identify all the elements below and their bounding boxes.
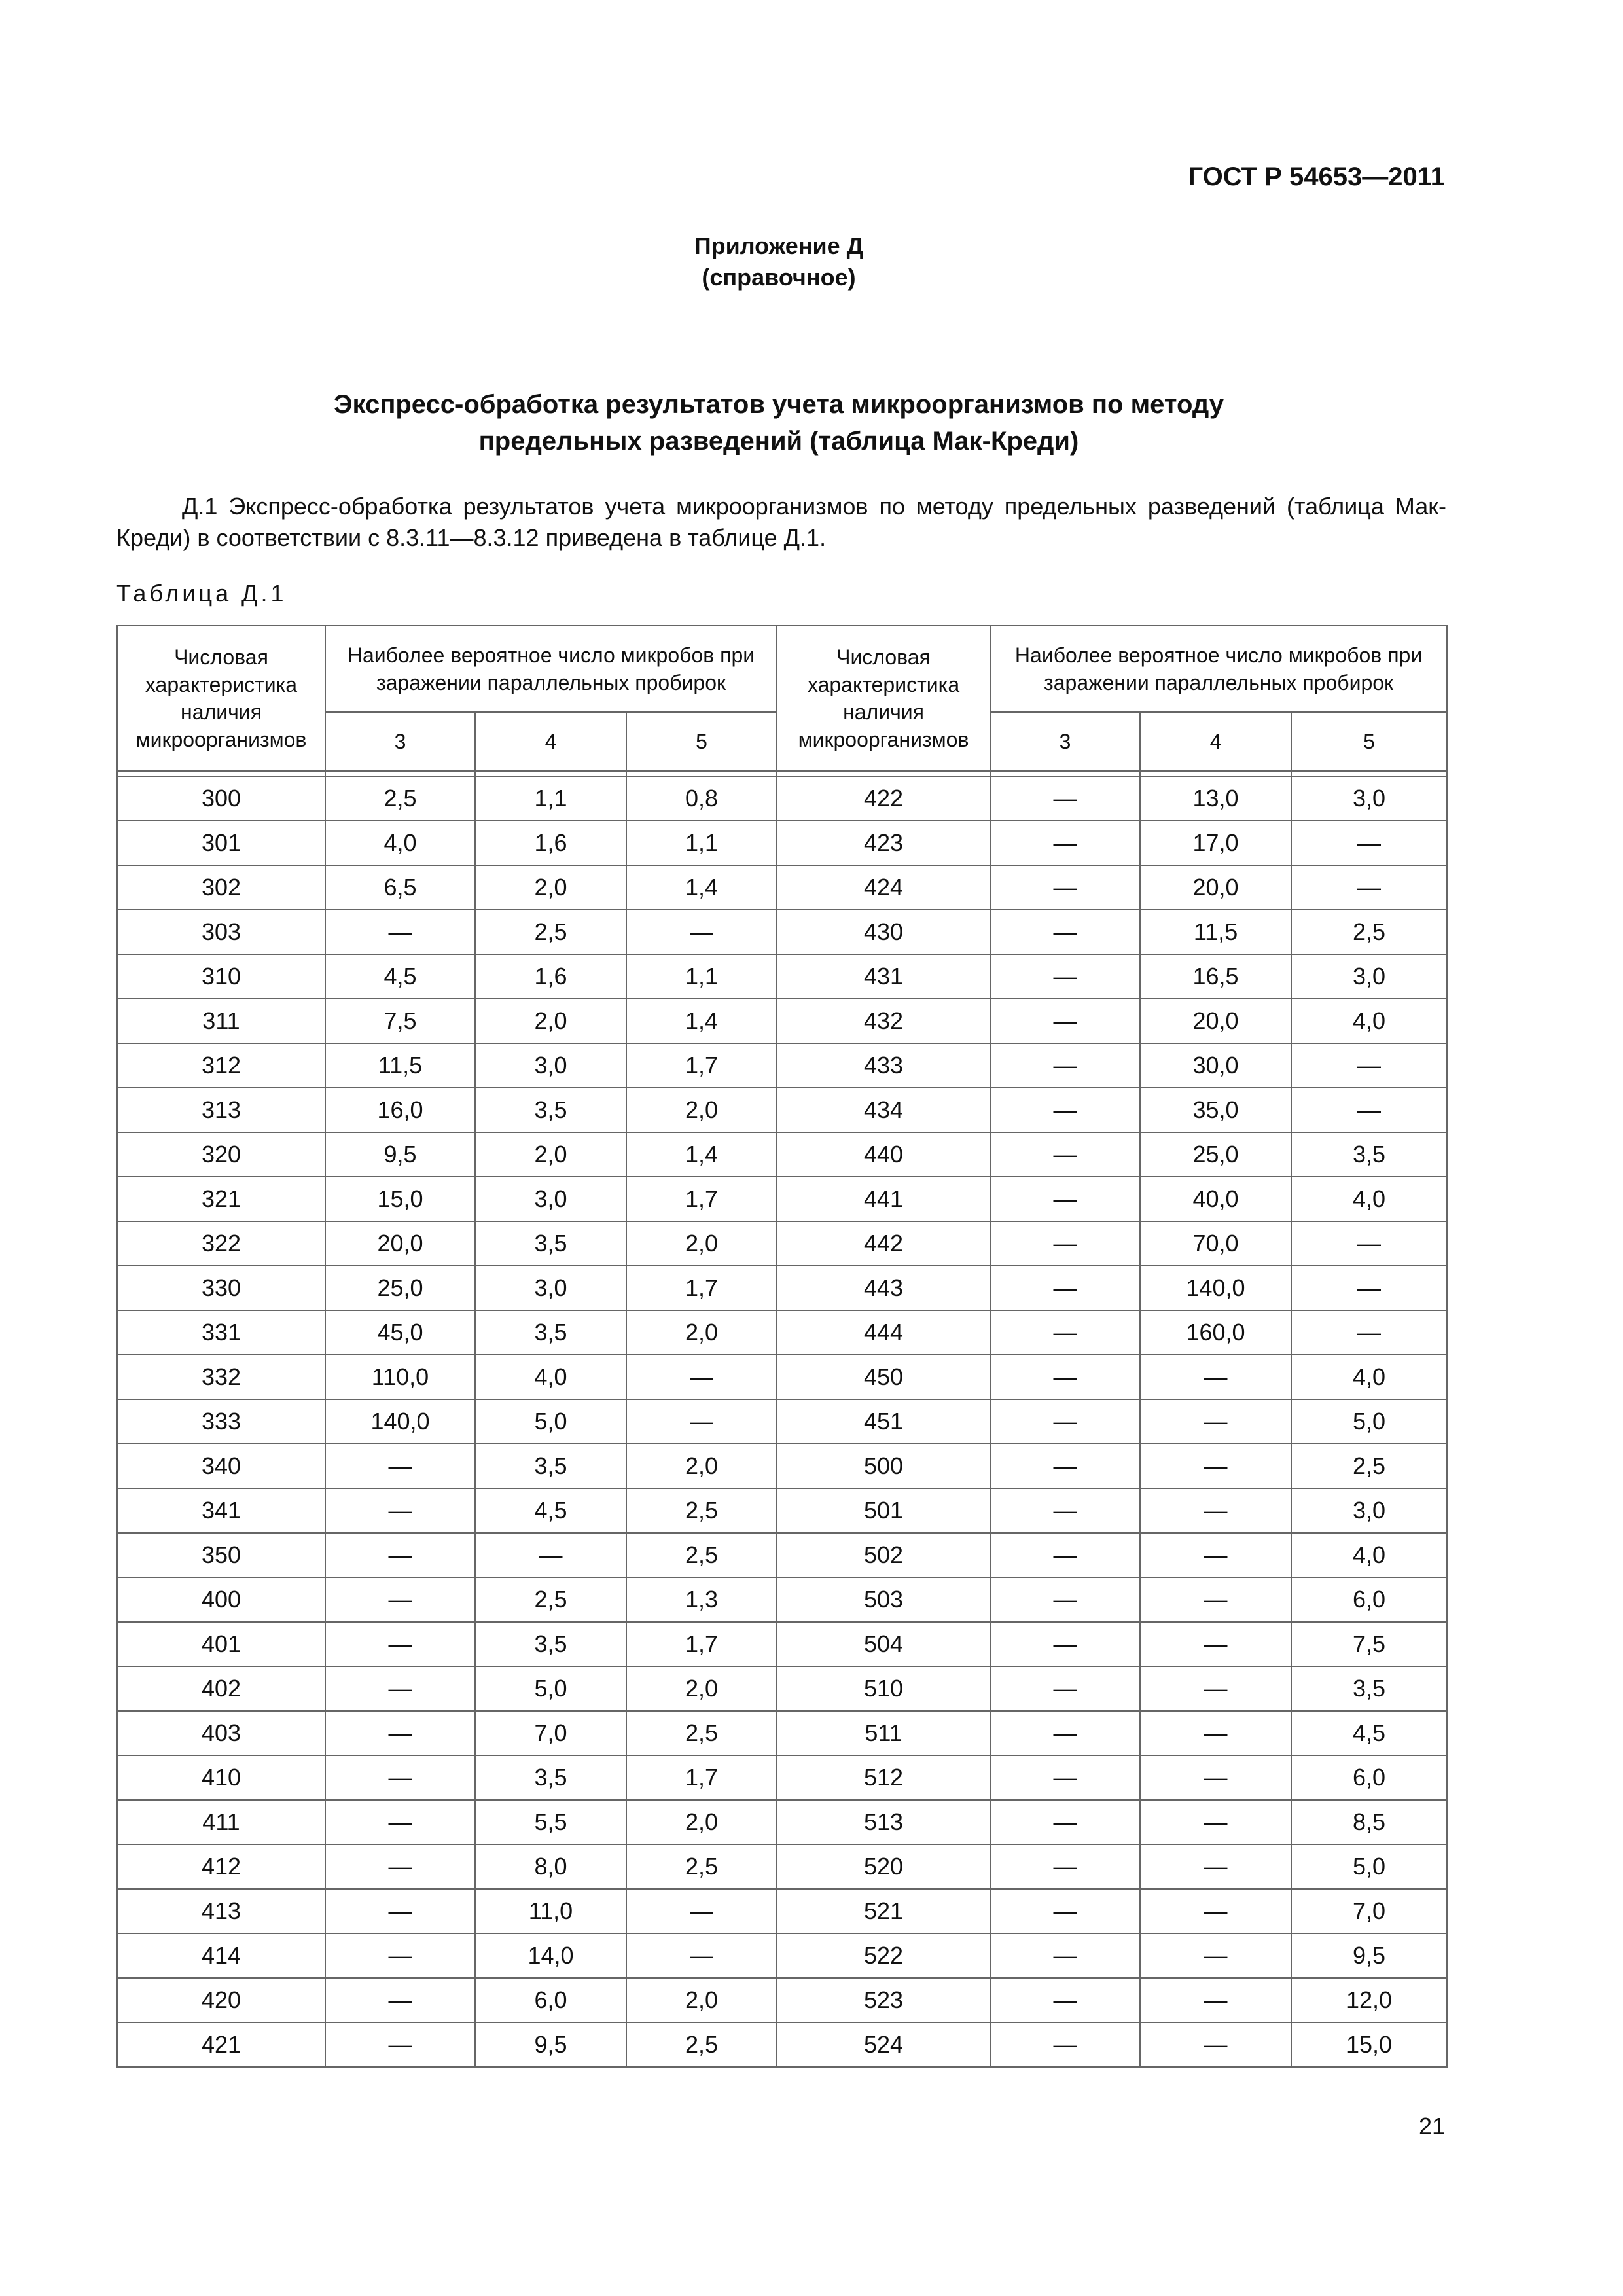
header-probable-number-left: Наиболее вероятное число микробов при заражении параллельных пробирок (325, 626, 777, 712)
cell-tubes-5-left: 2,5 (626, 1844, 777, 1889)
cell-tubes-3-right: — (990, 910, 1140, 954)
header-tubes-3-left: 3 (325, 712, 475, 771)
cell-tubes-5-right: — (1291, 1310, 1447, 1355)
cell-tubes-5-left: 1,1 (626, 954, 777, 999)
cell-tubes-4-right: 20,0 (1140, 865, 1291, 910)
cell-tubes-5-right: — (1291, 821, 1447, 865)
cell-tubes-3-right: — (990, 1711, 1140, 1755)
cell-tubes-4-right: — (1140, 1800, 1291, 1844)
cell-tubes-5-left: — (626, 1399, 777, 1444)
cell-code-right: 512 (777, 1755, 990, 1800)
cell-tubes-4-left: 3,5 (475, 1444, 626, 1488)
cell-code-right: 522 (777, 1933, 990, 1978)
cell-code-right: 423 (777, 821, 990, 865)
cell-tubes-3-right: — (990, 1310, 1140, 1355)
table-row (117, 1355, 1447, 1399)
cell-tubes-4-right: 35,0 (1140, 1088, 1291, 1132)
cell-tubes-4-right: — (1140, 1355, 1291, 1399)
cell-code-left: 303 (117, 910, 325, 954)
cell-tubes-3-right: — (990, 1844, 1140, 1889)
cell-tubes-5-right: 3,5 (1291, 1666, 1447, 1711)
cell-tubes-5-left: 0,8 (626, 776, 777, 821)
cell-tubes-4-left: 2,0 (475, 1132, 626, 1177)
cell-tubes-4-left: 6,0 (475, 1978, 626, 2022)
cell-tubes-4-left: 5,0 (475, 1399, 626, 1444)
cell-code-right: 441 (777, 1177, 990, 1221)
cell-tubes-3-right: — (990, 1355, 1140, 1399)
cell-code-left: 414 (117, 1933, 325, 1978)
cell-tubes-4-left: 5,5 (475, 1800, 626, 1844)
cell-tubes-4-right: 17,0 (1140, 821, 1291, 865)
cell-tubes-4-left: 3,0 (475, 1177, 626, 1221)
cell-code-left: 402 (117, 1666, 325, 1711)
cell-tubes-5-right: — (1291, 1088, 1447, 1132)
cell-tubes-3-left: — (325, 1666, 475, 1711)
cell-code-left: 401 (117, 1622, 325, 1666)
cell-tubes-3-left: 6,5 (325, 865, 475, 910)
cell-code-right: 500 (777, 1444, 990, 1488)
table-row (117, 1043, 1447, 1088)
cell-tubes-5-left: 2,0 (626, 1310, 777, 1355)
cell-tubes-4-left: 3,5 (475, 1310, 626, 1355)
cell-tubes-4-right: — (1140, 1711, 1291, 1755)
cell-tubes-4-right: — (1140, 1577, 1291, 1622)
cell-code-right: 521 (777, 1889, 990, 1933)
cell-tubes-3-left: 110,0 (325, 1355, 475, 1399)
table-header (117, 626, 1447, 771)
cell-tubes-4-right: 20,0 (1140, 999, 1291, 1043)
cell-code-right: 501 (777, 1488, 990, 1533)
cell-tubes-3-left: 140,0 (325, 1399, 475, 1444)
cell-tubes-3-right: — (990, 1666, 1140, 1711)
cell-tubes-3-left: — (325, 1978, 475, 2022)
cell-tubes-5-right: 3,5 (1291, 1132, 1447, 1177)
cell-tubes-5-right: 4,0 (1291, 1177, 1447, 1221)
table-row (117, 1711, 1447, 1755)
cell-code-right: 451 (777, 1399, 990, 1444)
cell-code-left: 350 (117, 1533, 325, 1577)
cell-tubes-5-right: 2,5 (1291, 910, 1447, 954)
cell-tubes-5-left: 2,0 (626, 1666, 777, 1711)
cell-tubes-3-right: — (990, 1755, 1140, 1800)
cell-tubes-4-left: 7,0 (475, 1711, 626, 1755)
cell-tubes-3-right: — (990, 1088, 1140, 1132)
header-separator (117, 771, 1447, 776)
cell-tubes-3-left: 2,5 (325, 776, 475, 821)
cell-code-right: 430 (777, 910, 990, 954)
table-row (117, 1221, 1447, 1266)
cell-code-left: 333 (117, 1399, 325, 1444)
cell-tubes-4-left: 2,0 (475, 865, 626, 910)
table-caption: Таблица Д.1 (116, 580, 287, 607)
cell-tubes-3-left: — (325, 910, 475, 954)
cell-tubes-3-right: — (990, 1488, 1140, 1533)
cell-tubes-5-right: 4,0 (1291, 999, 1447, 1043)
cell-tubes-3-right: — (990, 1933, 1140, 1978)
cell-tubes-4-left: 14,0 (475, 1933, 626, 1978)
cell-code-left: 420 (117, 1978, 325, 2022)
cell-tubes-3-left: — (325, 1444, 475, 1488)
cell-tubes-5-left: — (626, 1889, 777, 1933)
cell-tubes-3-right: — (990, 1577, 1140, 1622)
table-row (117, 776, 1447, 821)
cell-tubes-5-left: 1,1 (626, 821, 777, 865)
cell-code-left: 320 (117, 1132, 325, 1177)
cell-tubes-3-left: 4,5 (325, 954, 475, 999)
cell-tubes-4-left: 3,5 (475, 1088, 626, 1132)
cell-tubes-5-right: 3,0 (1291, 954, 1447, 999)
table-row (117, 1800, 1447, 1844)
table-row (117, 1755, 1447, 1800)
cell-tubes-3-right: — (990, 1889, 1140, 1933)
cell-tubes-3-right: — (990, 1132, 1140, 1177)
cell-tubes-4-left: 11,0 (475, 1889, 626, 1933)
cell-code-right: 442 (777, 1221, 990, 1266)
cell-tubes-5-left: 1,4 (626, 865, 777, 910)
cell-tubes-5-right: 7,0 (1291, 1889, 1447, 1933)
cell-tubes-5-right: — (1291, 1266, 1447, 1310)
cell-tubes-5-right: 6,0 (1291, 1577, 1447, 1622)
table-row (117, 1488, 1447, 1533)
cell-tubes-3-left: — (325, 1711, 475, 1755)
cell-code-left: 332 (117, 1355, 325, 1399)
cell-code-right: 504 (777, 1622, 990, 1666)
cell-tubes-4-right: 30,0 (1140, 1043, 1291, 1088)
cell-tubes-4-right: — (1140, 1444, 1291, 1488)
cell-tubes-3-right: — (990, 1177, 1140, 1221)
cell-tubes-5-left: 1,7 (626, 1755, 777, 1800)
annex-heading (0, 230, 1558, 293)
cell-tubes-3-right: — (990, 1622, 1140, 1666)
table-row (117, 1889, 1447, 1933)
cell-tubes-5-left: 1,4 (626, 1132, 777, 1177)
cell-tubes-4-left: 4,0 (475, 1355, 626, 1399)
cell-tubes-4-left: 4,5 (475, 1488, 626, 1533)
cell-code-left: 412 (117, 1844, 325, 1889)
cell-tubes-5-left: 2,0 (626, 1978, 777, 2022)
cell-code-left: 321 (117, 1177, 325, 1221)
cell-tubes-5-right: 12,0 (1291, 1978, 1447, 2022)
cell-tubes-3-left: — (325, 2022, 475, 2067)
cell-tubes-5-right: 5,0 (1291, 1399, 1447, 1444)
cell-tubes-3-left: — (325, 1755, 475, 1800)
cell-tubes-3-right: — (990, 1533, 1140, 1577)
cell-tubes-5-left: 2,5 (626, 2022, 777, 2067)
cell-code-right: 440 (777, 1132, 990, 1177)
cell-tubes-3-left: 15,0 (325, 1177, 475, 1221)
table-row (117, 1577, 1447, 1622)
cell-tubes-4-right: — (1140, 1399, 1291, 1444)
table-row (117, 1622, 1447, 1666)
cell-code-left: 340 (117, 1444, 325, 1488)
cell-tubes-5-right: 7,5 (1291, 1622, 1447, 1666)
table-row (117, 954, 1447, 999)
cell-tubes-4-right: — (1140, 1622, 1291, 1666)
header-characteristic-left: Числовая характеристика наличия микроорганизмов (117, 626, 325, 771)
header-tubes-5-right: 5 (1291, 712, 1447, 771)
cell-code-right: 510 (777, 1666, 990, 1711)
cell-tubes-4-left: 8,0 (475, 1844, 626, 1889)
cell-tubes-4-right: — (1140, 1978, 1291, 2022)
section-title (0, 386, 1558, 459)
table-row (117, 1088, 1447, 1132)
cell-tubes-5-left: — (626, 910, 777, 954)
cell-tubes-4-left: 1,6 (475, 954, 626, 999)
body-paragraph-text: Д.1 Экспресс-обработка результатов учета микроорганизмов по методу предельных разведений (таблица Мак-Креди) в соответствии с 8.3.11—8.3.12 приведена в таблице Д.1. (116, 493, 1446, 551)
cell-tubes-5-right: 5,0 (1291, 1844, 1447, 1889)
cell-tubes-5-left: 2,0 (626, 1088, 777, 1132)
cell-code-left: 331 (117, 1310, 325, 1355)
cell-tubes-3-right: — (990, 999, 1140, 1043)
cell-code-left: 312 (117, 1043, 325, 1088)
cell-tubes-3-left: — (325, 1889, 475, 1933)
cell-tubes-4-right: — (1140, 2022, 1291, 2067)
table-row (117, 1844, 1447, 1889)
cell-tubes-5-left: 1,7 (626, 1177, 777, 1221)
table-row (117, 1399, 1447, 1444)
cell-tubes-5-left: 2,0 (626, 1221, 777, 1266)
cell-code-right: 444 (777, 1310, 990, 1355)
cell-tubes-3-left: — (325, 1577, 475, 1622)
cell-tubes-5-right: 6,0 (1291, 1755, 1447, 1800)
cell-tubes-5-left: 2,0 (626, 1444, 777, 1488)
cell-tubes-4-left: 1,1 (475, 776, 626, 821)
cell-code-left: 421 (117, 2022, 325, 2067)
cell-tubes-5-left: — (626, 1933, 777, 1978)
cell-tubes-3-right: — (990, 954, 1140, 999)
cell-code-right: 511 (777, 1711, 990, 1755)
cell-tubes-3-left: — (325, 1488, 475, 1533)
cell-code-left: 400 (117, 1577, 325, 1622)
cell-tubes-4-right: 40,0 (1140, 1177, 1291, 1221)
cell-tubes-4-left: 3,5 (475, 1221, 626, 1266)
cell-tubes-5-right: — (1291, 1043, 1447, 1088)
cell-code-left: 301 (117, 821, 325, 865)
annex-type: (справочное) (702, 264, 856, 291)
cell-code-left: 410 (117, 1755, 325, 1800)
cell-tubes-3-left: — (325, 1533, 475, 1577)
cell-tubes-3-left: 9,5 (325, 1132, 475, 1177)
cell-code-left: 310 (117, 954, 325, 999)
cell-tubes-3-right: — (990, 1800, 1140, 1844)
cell-tubes-3-left: 11,5 (325, 1043, 475, 1088)
cell-code-right: 422 (777, 776, 990, 821)
header-tubes-5-left: 5 (626, 712, 777, 771)
cell-tubes-5-left: — (626, 1355, 777, 1399)
cell-code-left: 313 (117, 1088, 325, 1132)
cell-tubes-3-left: 4,0 (325, 821, 475, 865)
cell-tubes-5-right: 4,0 (1291, 1533, 1447, 1577)
table-row (117, 1978, 1447, 2022)
cell-tubes-3-left: — (325, 1622, 475, 1666)
cell-code-left: 311 (117, 999, 325, 1043)
header-tubes-4-right: 4 (1140, 712, 1291, 771)
cell-tubes-4-right: — (1140, 1933, 1291, 1978)
cell-tubes-3-right: — (990, 1221, 1140, 1266)
cell-tubes-3-right: — (990, 1978, 1140, 2022)
body-paragraph (116, 491, 1446, 554)
cell-code-left: 322 (117, 1221, 325, 1266)
cell-tubes-3-left: 45,0 (325, 1310, 475, 1355)
table-row (117, 865, 1447, 910)
cell-tubes-3-right: — (990, 2022, 1140, 2067)
cell-code-right: 524 (777, 2022, 990, 2067)
cell-tubes-4-left: 3,5 (475, 1755, 626, 1800)
cell-tubes-3-left: — (325, 1933, 475, 1978)
cell-tubes-5-right: — (1291, 865, 1447, 910)
cell-tubes-3-right: — (990, 821, 1140, 865)
table-row (117, 1533, 1447, 1577)
cell-tubes-5-left: 2,5 (626, 1488, 777, 1533)
cell-tubes-3-left: — (325, 1800, 475, 1844)
cell-tubes-5-left: 2,0 (626, 1800, 777, 1844)
cell-code-right: 434 (777, 1088, 990, 1132)
cell-tubes-4-left: 1,6 (475, 821, 626, 865)
cell-code-left: 413 (117, 1889, 325, 1933)
cell-tubes-4-right: 160,0 (1140, 1310, 1291, 1355)
table-row (117, 1177, 1447, 1221)
cell-tubes-5-right: — (1291, 1221, 1447, 1266)
cell-code-left: 411 (117, 1800, 325, 1844)
cell-tubes-4-left: 5,0 (475, 1666, 626, 1711)
table-row (117, 1933, 1447, 1978)
cell-code-left: 302 (117, 865, 325, 910)
cell-code-left: 403 (117, 1711, 325, 1755)
mccrady-table (116, 625, 1448, 2068)
cell-code-right: 520 (777, 1844, 990, 1889)
cell-code-right: 450 (777, 1355, 990, 1399)
cell-tubes-3-left: 20,0 (325, 1221, 475, 1266)
cell-tubes-3-right: — (990, 865, 1140, 910)
cell-tubes-4-left: — (475, 1533, 626, 1577)
cell-code-right: 424 (777, 865, 990, 910)
cell-tubes-4-right: — (1140, 1666, 1291, 1711)
cell-tubes-4-right: — (1140, 1755, 1291, 1800)
cell-tubes-4-right: — (1140, 1533, 1291, 1577)
cell-tubes-4-right: 13,0 (1140, 776, 1291, 821)
cell-tubes-5-right: 4,5 (1291, 1711, 1447, 1755)
cell-tubes-4-left: 3,0 (475, 1266, 626, 1310)
cell-tubes-5-right: 3,0 (1291, 1488, 1447, 1533)
header-tubes-4-left: 4 (475, 712, 626, 771)
cell-tubes-4-right: 25,0 (1140, 1132, 1291, 1177)
cell-tubes-5-right: 4,0 (1291, 1355, 1447, 1399)
cell-tubes-5-left: 2,5 (626, 1533, 777, 1577)
cell-tubes-3-left: 16,0 (325, 1088, 475, 1132)
table-body (117, 776, 1447, 2067)
cell-tubes-5-right: 15,0 (1291, 2022, 1447, 2067)
section-title-line-2: предельных разведений (таблица Мак-Креди) (478, 427, 1079, 456)
table-row (117, 1444, 1447, 1488)
cell-tubes-4-left: 3,5 (475, 1622, 626, 1666)
cell-code-right: 431 (777, 954, 990, 999)
cell-tubes-5-right: 2,5 (1291, 1444, 1447, 1488)
cell-code-right: 503 (777, 1577, 990, 1622)
cell-tubes-5-left: 1,3 (626, 1577, 777, 1622)
cell-tubes-3-left: — (325, 1844, 475, 1889)
cell-tubes-4-right: 140,0 (1140, 1266, 1291, 1310)
cell-tubes-4-right: 11,5 (1140, 910, 1291, 954)
standard-code: ГОСТ Р 54653—2011 (1188, 162, 1445, 191)
cell-tubes-4-right: — (1140, 1488, 1291, 1533)
cell-tubes-5-left: 1,7 (626, 1266, 777, 1310)
cell-tubes-5-left: 1,7 (626, 1622, 777, 1666)
cell-tubes-4-left: 2,5 (475, 1577, 626, 1622)
section-title-line-1: Экспресс-обработка результатов учета микроорганизмов по методу (334, 390, 1224, 419)
cell-code-right: 432 (777, 999, 990, 1043)
cell-tubes-4-left: 3,0 (475, 1043, 626, 1088)
cell-tubes-3-left: 25,0 (325, 1266, 475, 1310)
table-row (117, 999, 1447, 1043)
cell-tubes-4-right: — (1140, 1889, 1291, 1933)
cell-code-right: 523 (777, 1978, 990, 2022)
header-probable-number-right: Наиболее вероятное число микробов при заражении параллельных пробирок (990, 626, 1447, 712)
cell-tubes-4-right: 70,0 (1140, 1221, 1291, 1266)
cell-tubes-5-left: 1,7 (626, 1043, 777, 1088)
cell-tubes-4-left: 2,0 (475, 999, 626, 1043)
cell-code-left: 300 (117, 776, 325, 821)
cell-tubes-4-right: — (1140, 1844, 1291, 1889)
cell-tubes-4-left: 2,5 (475, 910, 626, 954)
annex-label: Приложение Д (694, 232, 864, 259)
header-tubes-3-right: 3 (990, 712, 1140, 771)
cell-tubes-3-right: — (990, 1444, 1140, 1488)
table-row (117, 2022, 1447, 2067)
cell-tubes-5-left: 2,5 (626, 1711, 777, 1755)
cell-tubes-5-right: 3,0 (1291, 776, 1447, 821)
cell-code-left: 330 (117, 1266, 325, 1310)
cell-tubes-3-right: — (990, 1266, 1140, 1310)
cell-tubes-3-right: — (990, 1043, 1140, 1088)
table-row (117, 1266, 1447, 1310)
table-row (117, 910, 1447, 954)
cell-tubes-3-left: 7,5 (325, 999, 475, 1043)
cell-code-right: 433 (777, 1043, 990, 1088)
header-characteristic-right: Числовая характеристика наличия микроорганизмов (777, 626, 990, 771)
table-row (117, 1310, 1447, 1355)
table-row (117, 1666, 1447, 1711)
cell-code-left: 341 (117, 1488, 325, 1533)
cell-tubes-4-left: 9,5 (475, 2022, 626, 2067)
cell-tubes-3-right: — (990, 776, 1140, 821)
cell-code-right: 513 (777, 1800, 990, 1844)
table-row (117, 821, 1447, 865)
cell-tubes-5-right: 8,5 (1291, 1800, 1447, 1844)
cell-code-right: 443 (777, 1266, 990, 1310)
page-number: 21 (1418, 2113, 1445, 2140)
cell-code-right: 502 (777, 1533, 990, 1577)
cell-tubes-5-left: 1,4 (626, 999, 777, 1043)
table-row (117, 1132, 1447, 1177)
cell-tubes-4-right: 16,5 (1140, 954, 1291, 999)
cell-tubes-5-right: 9,5 (1291, 1933, 1447, 1978)
cell-tubes-3-right: — (990, 1399, 1140, 1444)
